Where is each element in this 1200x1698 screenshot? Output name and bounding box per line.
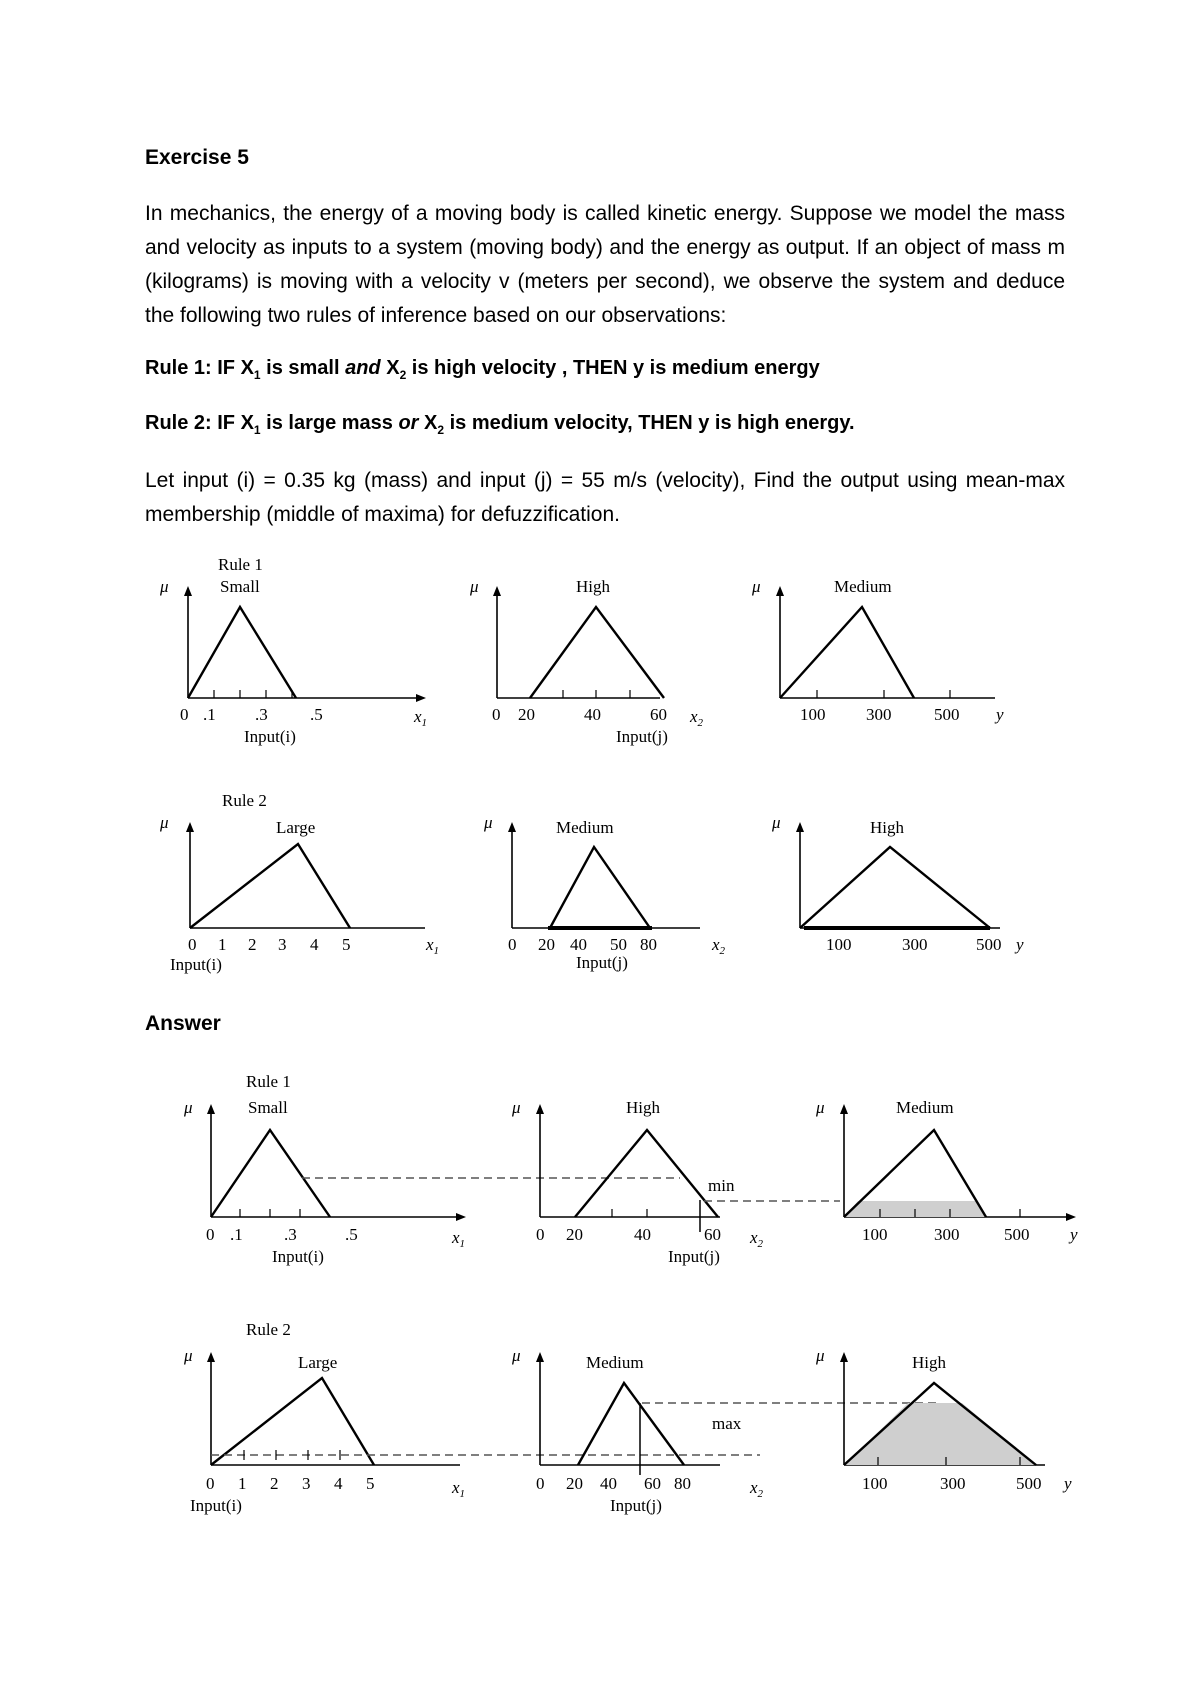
tick-label: 60 — [644, 1474, 661, 1493]
answer-heading: Answer — [145, 1012, 221, 1035]
tick-label: 0 — [492, 705, 501, 724]
mu-label: μ — [160, 813, 169, 832]
arrow-up-icon — [840, 1104, 848, 1114]
tick-label: 500 — [1016, 1474, 1042, 1493]
mu-label: μ — [512, 1098, 521, 1117]
tick-label: 300 — [934, 1225, 960, 1244]
tick-label: 80 — [674, 1474, 691, 1493]
rule1-label: Rule 1 — [218, 555, 263, 574]
tick-label: 100 — [862, 1474, 888, 1493]
high-label: High — [912, 1353, 946, 1372]
input-j-label: Input(j) — [610, 1496, 662, 1515]
tick-label: 4 — [334, 1474, 343, 1493]
medium-velocity-triangle — [578, 1383, 684, 1465]
input-i-label: Input(i) — [190, 1496, 242, 1515]
max-label: max — [712, 1414, 742, 1433]
rule-2-statement: Rule 2: IF $X_1$ is large mass or $X_2$ is medium velocity, THEN y is high energy. — [145, 412, 855, 437]
tick-label: 0 — [536, 1225, 545, 1244]
small-label: Small — [248, 1098, 288, 1117]
rule1-label: Rule 1 — [246, 1072, 291, 1091]
input-i-label: Input(i) — [272, 1247, 324, 1266]
high-label: High — [626, 1098, 660, 1117]
high-label: High — [576, 577, 610, 596]
y-label: y — [1016, 935, 1024, 954]
tick-label: 100 — [862, 1225, 888, 1244]
question-figure — [0, 550, 1200, 980]
tick-label: 300 — [902, 935, 928, 954]
high-energy-triangle — [800, 847, 990, 928]
arrow-right-icon — [456, 1213, 466, 1221]
tick-label: 4 — [310, 935, 319, 954]
tick-label: 20 — [538, 935, 555, 954]
tick-label: 100 — [800, 705, 826, 724]
tick-label: 0 — [180, 705, 189, 724]
large-label: Large — [276, 818, 316, 837]
small-membership-triangle — [188, 607, 296, 698]
arrow-up-icon — [536, 1104, 544, 1114]
x1-label: $x_1$ — [414, 707, 428, 729]
arrow-right-icon — [1066, 1213, 1076, 1221]
mu-label: μ — [160, 577, 169, 596]
tick-label: 40 — [570, 935, 587, 954]
tick-label: 0 — [206, 1474, 215, 1493]
arrow-up-icon — [840, 1352, 848, 1362]
tick-label: 40 — [584, 705, 601, 724]
mu-label: μ — [512, 1346, 521, 1365]
tick-label: 20 — [518, 705, 535, 724]
tick-label: .5 — [345, 1225, 358, 1244]
mu-label: μ — [816, 1098, 825, 1117]
tick-label: 80 — [640, 935, 657, 954]
mu-label: μ — [184, 1098, 193, 1117]
large-membership-triangle — [190, 844, 350, 928]
tick-label: 300 — [866, 705, 892, 724]
tick-label: 0 — [536, 1474, 545, 1493]
tick-label: .1 — [230, 1225, 243, 1244]
arrow-up-icon — [796, 822, 804, 832]
tick-label: 60 — [704, 1225, 721, 1244]
tick-label: 0 — [206, 1225, 215, 1244]
mu-label: μ — [184, 1346, 193, 1365]
medium-label: Medium — [896, 1098, 954, 1117]
tick-label: .1 — [203, 705, 216, 724]
tick-label: 500 — [1004, 1225, 1030, 1244]
x1-label: $x_1$ — [426, 935, 440, 957]
medium-label: Medium — [556, 818, 614, 837]
x2-label: $x_2$ — [690, 707, 704, 729]
tick-label: 3 — [278, 935, 287, 954]
tick-label: 300 — [940, 1474, 966, 1493]
tick-label: 1 — [218, 935, 227, 954]
tick-label: 50 — [610, 935, 627, 954]
input-i-label: Input(i) — [170, 955, 222, 974]
rule-1-statement: Rule 1: IF $X_1$ is small and $X_2$ is high velocity , THEN y is medium energy — [145, 357, 820, 382]
arrow-up-icon — [186, 822, 194, 832]
small-label: Small — [220, 577, 260, 596]
arrow-up-icon — [508, 822, 516, 832]
clipped-output-area — [844, 1403, 1036, 1465]
tick-label: 3 — [302, 1474, 311, 1493]
tick-label: .5 — [310, 705, 323, 724]
mu-label: μ — [816, 1346, 825, 1365]
tick-label: 0 — [508, 935, 517, 954]
x1-label: $x_1$ — [452, 1478, 466, 1500]
tick-label: 2 — [248, 935, 257, 954]
rule2-label: Rule 2 — [222, 791, 267, 810]
min-label: min — [708, 1176, 735, 1195]
arrow-right-icon — [416, 694, 426, 702]
tick-label: 1 — [238, 1474, 247, 1493]
tick-label: 40 — [600, 1474, 617, 1493]
tick-label: 60 — [650, 705, 667, 724]
large-label: Large — [298, 1353, 338, 1372]
high-membership-triangle — [575, 1130, 718, 1217]
mu-label: μ — [772, 813, 781, 832]
x2-label: $x_2$ — [750, 1478, 764, 1500]
tick-label: 500 — [976, 935, 1002, 954]
medium-label: Medium — [586, 1353, 644, 1372]
x2-label: $x_2$ — [712, 935, 726, 957]
arrow-up-icon — [776, 586, 784, 596]
x2-label: $x_2$ — [750, 1228, 764, 1250]
large-membership-triangle — [211, 1378, 374, 1465]
tick-label: 40 — [634, 1225, 651, 1244]
mu-label: μ — [752, 577, 761, 596]
input-j-label: Input(j) — [668, 1247, 720, 1266]
tick-label: 20 — [566, 1474, 583, 1493]
y-label: y — [1064, 1474, 1072, 1493]
medium-energy-triangle — [780, 607, 914, 698]
tick-label: 5 — [342, 935, 351, 954]
tick-label: 20 — [566, 1225, 583, 1244]
tick-label: 100 — [826, 935, 852, 954]
rule2-label: Rule 2 — [246, 1320, 291, 1339]
mu-label: μ — [470, 577, 479, 596]
y-label: y — [1070, 1225, 1078, 1244]
tick-label: 0 — [188, 935, 197, 954]
input-j-label: Input(j) — [576, 953, 628, 972]
tick-label: .3 — [284, 1225, 297, 1244]
arrow-up-icon — [207, 1104, 215, 1114]
exercise-task: Let input (i) = 0.35 kg (mass) and input (j) = 55 m/s (velocity), Find the output using mean-max membership (middle of maxima) for defuzzification. — [145, 469, 1065, 526]
exercise-intro: In mechanics, the energy of a moving body is called kinetic energy. Suppose we model the mass and velocity as inputs to a system (moving body) and the energy as output. If an object of mass m (kilograms) is moving with a velocity v (meters per second), we observe the system and deduce the following two rules of inference based on our observations: — [145, 202, 1065, 327]
arrow-up-icon — [184, 586, 192, 596]
arrow-up-icon — [536, 1352, 544, 1362]
x1-label: $x_1$ — [452, 1228, 466, 1250]
mu-label: μ — [484, 813, 493, 832]
answer-figure — [0, 1065, 1200, 1535]
input-j-label: Input(j) — [616, 727, 668, 746]
y-label: y — [996, 705, 1004, 724]
small-membership-triangle — [211, 1130, 330, 1217]
arrow-up-icon — [207, 1352, 215, 1362]
medium-label: Medium — [834, 577, 892, 596]
tick-label: 500 — [934, 705, 960, 724]
input-i-label: Input(i) — [244, 727, 296, 746]
tick-label: .3 — [255, 705, 268, 724]
high-label: High — [870, 818, 904, 837]
medium-velocity-triangle — [550, 847, 650, 928]
tick-label: 2 — [270, 1474, 279, 1493]
tick-label: 5 — [366, 1474, 375, 1493]
exercise-title: Exercise 5 — [145, 146, 249, 169]
arrow-up-icon — [493, 586, 501, 596]
high-membership-triangle — [530, 607, 664, 698]
